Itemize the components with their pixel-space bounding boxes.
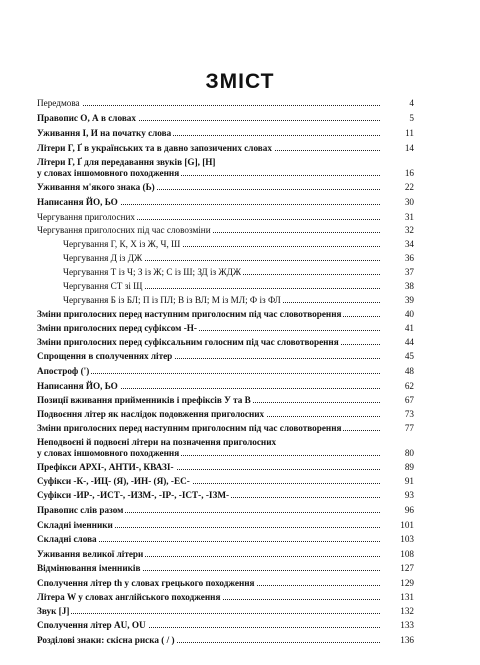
- toc-entry-label: Чергування приголосних під час словозміни: [37, 225, 211, 235]
- toc-entry-label: Написання ЙО, ЬО: [37, 197, 118, 207]
- toc-entry: [0, 447, 480, 460]
- toc-entry: [0, 181, 480, 194]
- toc-entry-page: 93: [380, 489, 414, 502]
- toc-entry: [0, 461, 480, 474]
- toc-entry-label: Сполучення літер th у словах грецького походження: [37, 578, 255, 588]
- toc-entry-page: 91: [380, 475, 414, 488]
- toc-entry-page: 36: [380, 252, 414, 265]
- toc-entry-page: 132: [380, 605, 414, 618]
- toc-entry-page: 34: [380, 238, 414, 251]
- toc-entry: [0, 548, 480, 561]
- page-title: ЗМІСТ: [205, 70, 275, 93]
- toc-entry-page: 38: [380, 280, 414, 293]
- toc-entry-page: 96: [380, 504, 414, 517]
- toc-entry-page: 133: [380, 619, 414, 632]
- toc-entry: [0, 519, 480, 532]
- toc-entry: [0, 350, 480, 363]
- toc-entry: [0, 294, 480, 307]
- toc-entry-label: Позиції вживання прийменників і префіксів У та В: [37, 395, 251, 405]
- toc-entry-page: 103: [380, 533, 414, 546]
- toc-leader-dots: [37, 613, 392, 614]
- toc-entry: [0, 504, 480, 517]
- toc-entry-label: Літера W у словах англійського походження: [37, 592, 221, 602]
- toc-entry: [0, 365, 480, 378]
- toc-entry: [0, 577, 480, 590]
- toc-entry-page: 22: [380, 181, 414, 194]
- toc-entry-label: Чергування Г, К, Х із Ж, Ч, Ш: [63, 239, 181, 249]
- toc-entry-page: 129: [380, 577, 414, 590]
- toc-entry-label: Уживання великої літери: [37, 549, 144, 559]
- toc-entry-label: Літери Г, Ґ для передавання звуків [G], [H]: [37, 157, 216, 167]
- toc-entry-label: Подвоєння літер як наслідок подовження приголосних: [37, 409, 265, 419]
- toc-entry-page: 67: [380, 394, 414, 407]
- toc-entry-label: Суфікси -К-, -ИЦ- (Я), -ИН- (Я), -ЕС-: [37, 476, 190, 486]
- toc-entry-label: Літери Г, Ґ в українських та в давно запозичених словах: [37, 143, 272, 153]
- toc-entry-label: у словах іншомовного походження: [37, 168, 180, 178]
- toc-entry: [0, 252, 480, 265]
- toc-entry-label: Складні іменники: [37, 520, 113, 530]
- toc-entry: [0, 238, 480, 251]
- toc-entry-label: Чергування Д із ДЖ: [63, 253, 143, 263]
- toc-entry: [0, 224, 480, 237]
- toc-entry-label: Префікси АРХІ-, АНТИ-, КВАЗІ-: [37, 462, 174, 472]
- toc-entry-page: 73: [380, 408, 414, 421]
- toc-entry-page: 39: [380, 294, 414, 307]
- toc-entry-label: Сполучення літер AU, OU: [37, 620, 146, 630]
- toc-entry: [0, 394, 480, 407]
- toc-entry-label: Зміни приголосних перед суфіксом -Н-: [37, 323, 197, 333]
- toc-entry: [0, 489, 480, 502]
- toc-entry-label: Звук [J]: [37, 606, 70, 616]
- toc-entry: [0, 167, 480, 180]
- toc-entry-page: 136: [380, 634, 414, 647]
- toc-entry-page: 80: [380, 447, 414, 460]
- toc-entry-label: Розділові знаки: скісна риска ( / ): [37, 635, 175, 645]
- toc-entry-label: Написання ЙО, ЬО: [37, 381, 118, 391]
- toc-entry-page: 127: [380, 562, 414, 575]
- toc-entry-label: Правопис слів разом: [37, 505, 124, 515]
- toc-entry-page: 4: [380, 97, 414, 110]
- toc-entry: [0, 196, 480, 209]
- toc-entry: [0, 591, 480, 604]
- toc-entry-label: Чергування приголосних: [37, 212, 136, 222]
- toc-entry-label: Чергування СТ зі Щ: [63, 281, 143, 291]
- toc-entry-label: Зміни приголосних перед суфіксальним голосним під час словотворення: [37, 337, 339, 347]
- toc-entry-page: 16: [380, 167, 414, 180]
- toc-entry-page: 30: [380, 196, 414, 209]
- toc-entry-label: Суфікси -ИР-, -ИСТ-, -ИЗМ-, -ІР-, -ІСТ-, -ІЗМ-: [37, 490, 230, 500]
- toc-entry: [0, 266, 480, 279]
- toc-entry-label: Складні слова: [37, 534, 97, 544]
- toc-entry-label: Чергування Т із Ч; З із Ж; С із Ш; ЗД із ЖДЖ: [63, 267, 242, 277]
- toc-entry: [0, 408, 480, 421]
- toc-entry-label: Уживання м'якого знака (Ь): [37, 182, 155, 192]
- toc-entry-page: 108: [380, 548, 414, 561]
- toc-entry-page: 32: [380, 224, 414, 237]
- toc-entry-page: 101: [380, 519, 414, 532]
- toc-entry-label: Неподвоєні й подвоєні літери на позначення приголосних: [37, 437, 277, 447]
- toc-entry-page: 44: [380, 336, 414, 349]
- toc-entry: [0, 308, 480, 321]
- toc-entry-page: 11: [380, 127, 414, 140]
- toc-entry: [0, 634, 480, 647]
- toc-entry-label: Уживання І, И на початку слова: [37, 128, 172, 138]
- toc-entry: [0, 475, 480, 488]
- toc-entry-page: 5: [380, 112, 414, 125]
- toc-entry: [0, 127, 480, 140]
- toc-entry-label: Відмінювання іменників: [37, 563, 141, 573]
- toc-leader-dots: [37, 105, 392, 106]
- toc-entry-label: Передмова: [37, 98, 80, 108]
- toc-entry-label: у словах іншомовного походження: [37, 448, 180, 458]
- toc-entry-label: Апостроф ('): [37, 366, 90, 376]
- toc-entry: [0, 211, 480, 224]
- toc-entry: [0, 533, 480, 546]
- toc-entry: [0, 280, 480, 293]
- toc-entry: [0, 562, 480, 575]
- toc-entry-page: 77: [380, 422, 414, 435]
- toc-entry: [0, 380, 480, 393]
- toc-entry-page: 40: [380, 308, 414, 321]
- toc-entry-page: 31: [380, 211, 414, 224]
- toc-entry-page: 14: [380, 142, 414, 155]
- toc-entry: [0, 142, 480, 155]
- toc-entry: [0, 336, 480, 349]
- toc-entry: [0, 97, 480, 110]
- toc-entry: [0, 422, 480, 435]
- toc-entry-label: Зміни приголосних перед наступним приголосним під час словотворення: [37, 423, 342, 433]
- toc-entry: [0, 322, 480, 335]
- toc-entry-page: 89: [380, 461, 414, 474]
- toc-entry-page: 48: [380, 365, 414, 378]
- toc-entry: [0, 619, 480, 632]
- toc-entry-label: Правопис О, А в словах: [37, 113, 136, 123]
- toc-entry: [0, 605, 480, 618]
- toc-entry-page: 62: [380, 380, 414, 393]
- toc-entry-label: Чергування Б із БЛ; П із ПЛ; В із ВЛ; М із МЛ; Ф із ФЛ: [63, 295, 281, 305]
- toc-entry-page: 45: [380, 350, 414, 363]
- toc-entry-page: 41: [380, 322, 414, 335]
- toc-entry-label: Спрощення в сполученнях літер: [37, 351, 173, 361]
- toc-entry-page: 131: [380, 591, 414, 604]
- toc-entry: [0, 112, 480, 125]
- toc-entry-page: 37: [380, 266, 414, 279]
- toc-entry-label: Зміни приголосних перед наступним приголосним під час словотворення: [37, 309, 342, 319]
